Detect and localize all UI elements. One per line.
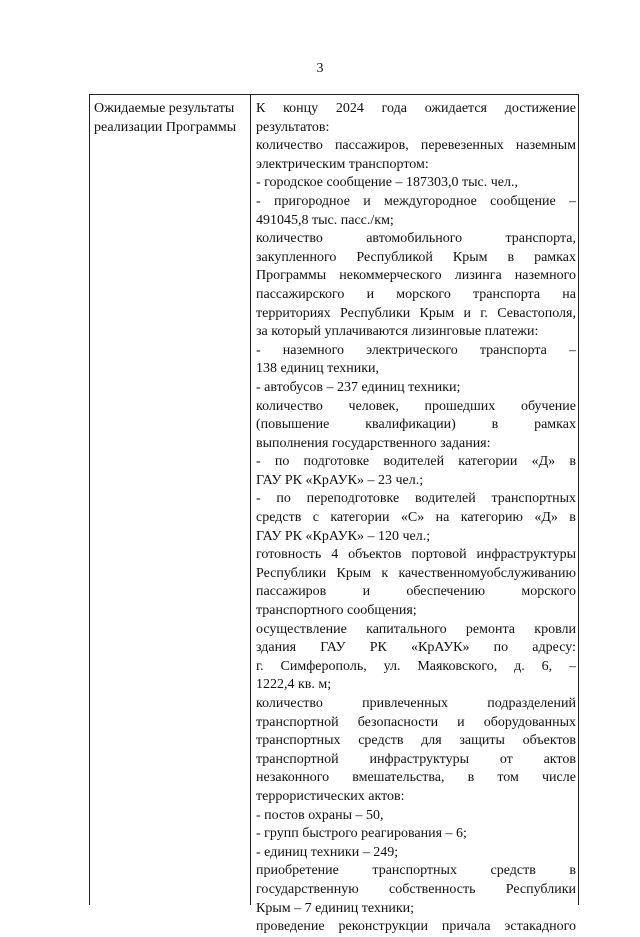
content-line: транспортной инфраструктуры от актов [256, 751, 576, 767]
content-line: 1222,4 кв. м; [256, 677, 332, 693]
content-line: проведение реконструкции причала эстакадного [256, 919, 576, 935]
content-line: здания ГАУ РК «КрАУК» по адресу: [256, 640, 576, 656]
page-number: 3 [316, 61, 324, 76]
content-line: - городское сообщение – 187303,0 тыс. чел., [256, 175, 518, 191]
content-line: осуществление капитального ремонта кровли [256, 621, 576, 637]
content-line: государственную собственность Республики [256, 881, 576, 897]
content-line: приобретение транспортных средств в [256, 863, 576, 879]
content-line: результатов: [256, 119, 330, 135]
content-line: 491045,8 тыс. пасс./км; [256, 212, 394, 228]
content-line: за который уплачиваются лизинговые платежи: [256, 324, 539, 340]
content-line: готовность 4 объектов портовой инфраструктуры [256, 547, 576, 563]
content-line: - единиц техники – 249; [256, 844, 399, 860]
content-line: электрическим транспортом: [256, 156, 429, 172]
content-line: пассажирского и морского транспорта на [256, 286, 576, 302]
content-line: транспортных средств для защиты объектов [256, 733, 576, 749]
row-label-cell [94, 100, 248, 137]
content-line: ГАУ РК «КрАУК» – 120 чел.; [256, 528, 431, 544]
content-line: средств с категории «С» на категорию «Д» в [256, 510, 576, 526]
row-content-cell [256, 100, 576, 937]
content-line: - по подготовке водителей категории «Д» в [256, 454, 576, 470]
content-line: террористических актов: [256, 788, 405, 804]
content-line: Республики Крым к качественномуобслуживанию [256, 565, 576, 581]
content-line: - по переподготовке водителей транспортных [256, 491, 576, 507]
content-line: - постов охраны – 50, [256, 807, 384, 823]
content-line: - групп быстрого реагирования – 6; [256, 826, 467, 842]
content-line: Крым – 7 единиц техники; [256, 900, 415, 916]
content-line: территориях Республики Крым и г. Севастополя, [256, 305, 576, 321]
content-line: количество пассажиров, перевезенных наземным [256, 138, 576, 154]
content-line: - наземного электрического транспорта – [256, 342, 576, 358]
content-line: выполнения государственного задания: [256, 435, 491, 451]
row-label-line: Ожидаемые результаты [94, 101, 235, 116]
content-line: К концу 2024 года ожидается достижение [256, 101, 576, 116]
content-line: ГАУ РК «КрАУК» – 23 чел.; [256, 472, 424, 488]
content-line: Программы некоммерческого лизинга наземного [256, 268, 576, 284]
content-line: количество автомобильного транспорта, [256, 231, 576, 247]
content-line: транспортной безопасности и оборудованных [256, 714, 576, 730]
content-line: незаконного вмешательства, в том числе [256, 770, 576, 786]
column-divider [250, 95, 251, 905]
content-line: количество привлеченных подразделений [256, 696, 576, 711]
row-label-line: реализации Программы [94, 119, 237, 135]
content-line: транспортного сообщения; [256, 603, 417, 619]
program-table [89, 94, 579, 935]
content-line: количество человек, прошедших обучение [256, 398, 576, 414]
content-line: - пригородное и междугородное сообщение – [256, 193, 576, 209]
content-line: - автобусов – 237 единиц техники; [256, 379, 461, 395]
content-line: пассажиров и обеспечению морского [256, 584, 576, 600]
content-line: 138 единиц техники, [256, 361, 380, 377]
content-line: г. Симферополь, ул. Маяковского, д. 6, – [256, 658, 576, 674]
content-line: (повышение квалификации) в рамках [256, 417, 576, 433]
content-line: закупленного Республикой Крым в рамках [256, 249, 576, 265]
